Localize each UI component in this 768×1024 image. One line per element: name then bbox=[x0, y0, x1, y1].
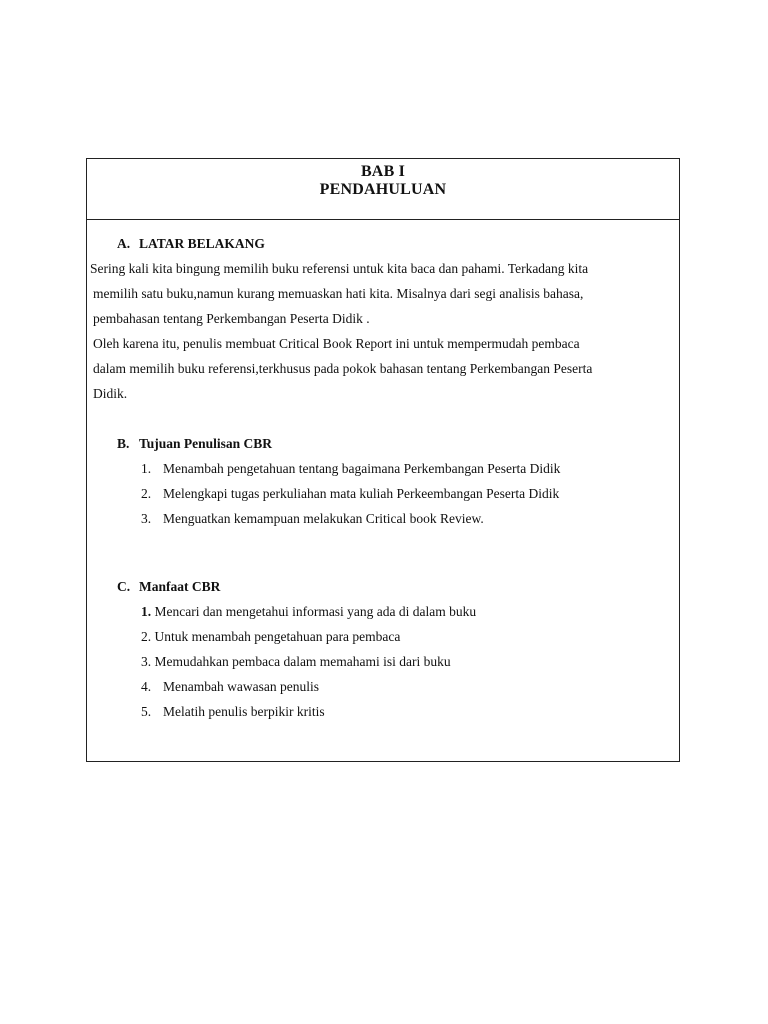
section-a-line: memilih satu buku,namun kurang memuaskan hati kita. Misalnya dari segi analisis bahasa, bbox=[93, 286, 584, 301]
list-item-number: 3. bbox=[141, 654, 152, 669]
list-item-number: 4. bbox=[141, 679, 152, 694]
list-item-number: 2. bbox=[141, 629, 152, 644]
section-a-letter: A. bbox=[117, 236, 131, 251]
section-a-title: LATAR BELAKANG bbox=[139, 236, 265, 251]
list-item-text: Menambah pengetahuan tentang bagaimana Perkembangan Peserta Didik bbox=[163, 461, 561, 476]
document-box bbox=[86, 158, 680, 762]
list-item bbox=[141, 629, 400, 645]
list-item-text: Memudahkan pembaca dalam memahami isi dari buku bbox=[151, 654, 451, 669]
section-b-heading bbox=[117, 436, 272, 452]
section-a-heading bbox=[117, 236, 265, 252]
list-item-text: Untuk menambah pengetahuan para pembaca bbox=[151, 629, 401, 644]
list-item-text: Melatih penulis berpikir kritis bbox=[163, 704, 325, 719]
section-c-letter: C. bbox=[117, 579, 131, 594]
chapter-title: PENDAHULUAN bbox=[319, 181, 447, 198]
chapter-number: BAB I bbox=[360, 163, 406, 180]
list-item-number: 1. bbox=[141, 604, 152, 619]
section-a-line: dalam memilih buku referensi,terkhusus pada pokok bahasan tentang Perkembangan Peserta bbox=[93, 361, 593, 376]
list-item bbox=[141, 511, 484, 527]
list-item-number: 5. bbox=[141, 704, 152, 719]
section-a-line: Sering kali kita bingung memilih buku referensi untuk kita baca dan pahami. Terkadang kita bbox=[90, 261, 589, 276]
list-item-number: 3. bbox=[141, 511, 152, 526]
list-item bbox=[141, 679, 319, 695]
list-item-text: Menguatkan kemampuan melakukan Critical book Review. bbox=[163, 511, 484, 526]
list-item-number: 1. bbox=[141, 461, 152, 476]
list-item bbox=[141, 486, 559, 502]
section-a-line: pembahasan tentang Perkembangan Peserta Didik . bbox=[93, 311, 370, 326]
section-a-line: Didik. bbox=[93, 386, 128, 401]
list-item-text: Menambah wawasan penulis bbox=[163, 679, 319, 694]
list-item-text: Melengkapi tugas perkuliahan mata kuliah Perkeembangan Peserta Didik bbox=[163, 486, 560, 501]
section-c-title: Manfaat CBR bbox=[139, 579, 221, 594]
section-a-line: Oleh karena itu, penulis membuat Critical Book Report ini untuk mempermudah pembaca bbox=[93, 336, 580, 351]
title-cell bbox=[87, 159, 679, 220]
list-item bbox=[141, 461, 560, 477]
list-item-text: Mencari dan mengetahui informasi yang ada di dalam buku bbox=[151, 604, 477, 619]
list-item bbox=[141, 704, 325, 720]
section-b-letter: B. bbox=[117, 436, 130, 451]
section-c-heading bbox=[117, 579, 220, 595]
list-item-number: 2. bbox=[141, 486, 152, 501]
list-item bbox=[141, 604, 476, 620]
section-b-title: Tujuan Penulisan CBR bbox=[139, 436, 273, 451]
list-item bbox=[141, 654, 451, 670]
